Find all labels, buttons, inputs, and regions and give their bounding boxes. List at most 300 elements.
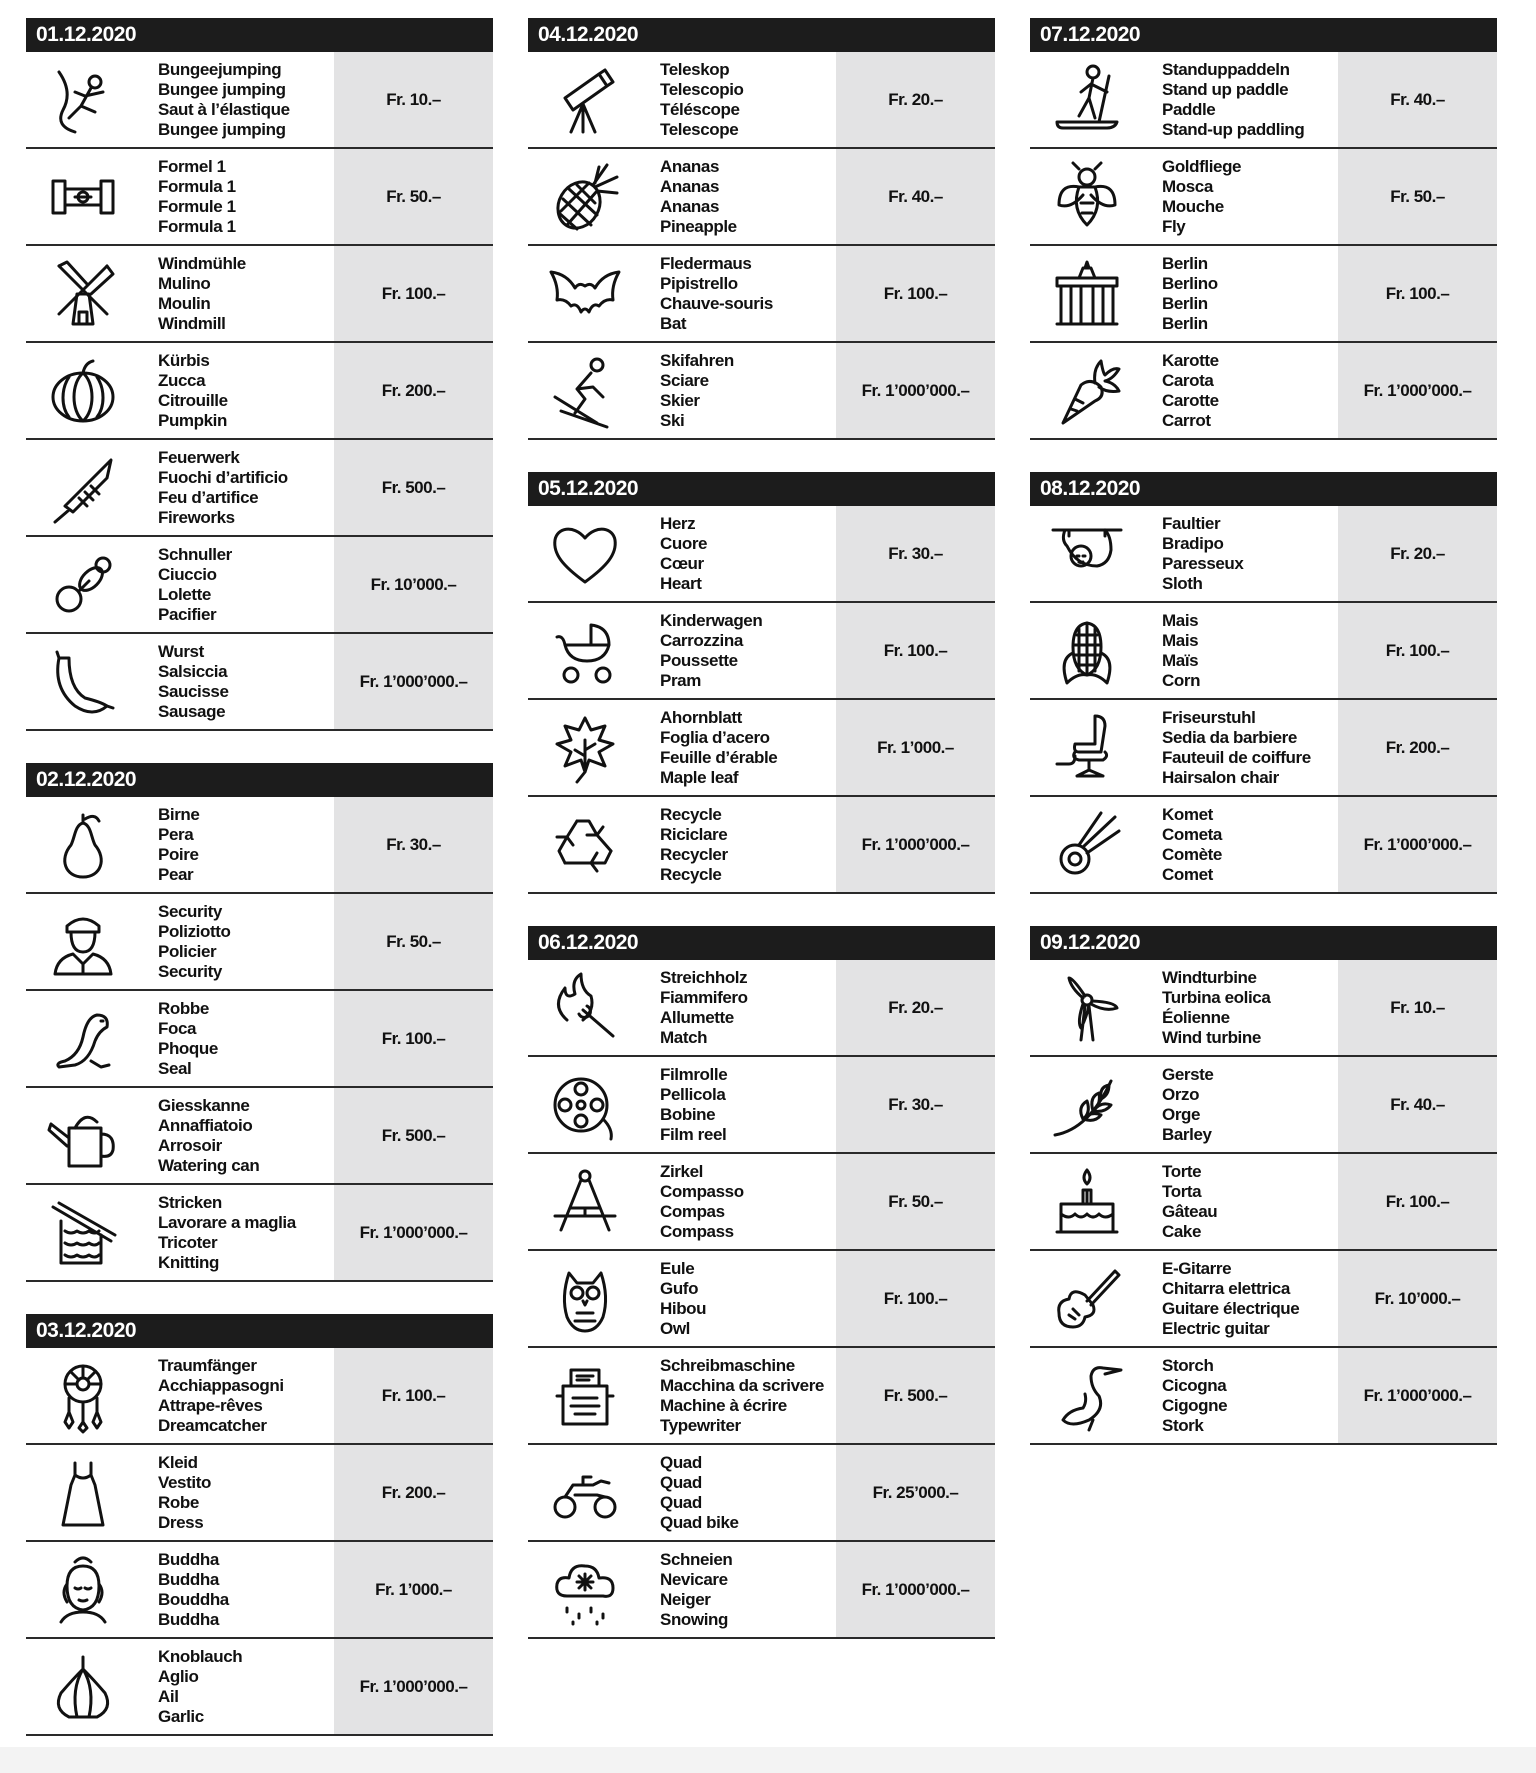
price-value: Fr. 100.– bbox=[836, 246, 995, 341]
electric-guitar-icon bbox=[1030, 1251, 1144, 1346]
name-fr: Saucisse bbox=[158, 681, 229, 701]
name-it: Cuore bbox=[660, 533, 708, 553]
prize-row bbox=[1030, 149, 1497, 246]
birthday-cake-icon bbox=[1030, 1154, 1144, 1249]
day-section bbox=[528, 926, 995, 1639]
item-names bbox=[642, 52, 836, 147]
prize-row bbox=[26, 1185, 493, 1282]
price-value: Fr. 100.– bbox=[334, 246, 493, 341]
name-en: Comet bbox=[1162, 864, 1213, 884]
price-value: Fr. 10’000.– bbox=[1338, 1251, 1497, 1346]
day-date-header: 03.12.2020 bbox=[26, 1314, 493, 1348]
name-fr: Quad bbox=[660, 1492, 702, 1512]
price-value: Fr. 100.– bbox=[334, 991, 493, 1086]
prize-row bbox=[1030, 1057, 1497, 1154]
day-section bbox=[26, 1314, 493, 1736]
name-fr: Feuille d’érable bbox=[660, 747, 778, 767]
name-de: Herz bbox=[660, 513, 696, 533]
name-fr: Robe bbox=[158, 1492, 199, 1512]
price-value: Fr. 100.– bbox=[836, 1251, 995, 1346]
name-en: Garlic bbox=[158, 1706, 204, 1726]
prize-row bbox=[26, 1348, 493, 1445]
name-en: Film reel bbox=[660, 1124, 727, 1144]
price-value: Fr. 500.– bbox=[334, 1088, 493, 1183]
dress-icon bbox=[26, 1445, 140, 1540]
item-names bbox=[642, 506, 836, 601]
prize-row bbox=[26, 537, 493, 634]
name-it: Torta bbox=[1162, 1181, 1202, 1201]
name-en: Corn bbox=[1162, 670, 1201, 690]
name-de: Torte bbox=[1162, 1161, 1202, 1181]
prize-row bbox=[528, 343, 995, 440]
name-de: Windmühle bbox=[158, 253, 246, 273]
name-it: Cometa bbox=[1162, 824, 1222, 844]
prize-row bbox=[1030, 1154, 1497, 1251]
name-en: Pram bbox=[660, 670, 701, 690]
price-value: Fr. 1’000’000.– bbox=[334, 1639, 493, 1734]
bat-icon bbox=[528, 246, 642, 341]
name-de: Knoblauch bbox=[158, 1646, 243, 1666]
name-fr: Saut à l’élastique bbox=[158, 99, 290, 119]
prize-row bbox=[528, 246, 995, 343]
day-date-header: 01.12.2020 bbox=[26, 18, 493, 52]
name-fr: Berlin bbox=[1162, 293, 1208, 313]
name-en: Watering can bbox=[158, 1155, 260, 1175]
name-it: Gufo bbox=[660, 1278, 699, 1298]
name-fr: Hibou bbox=[660, 1298, 707, 1318]
item-names bbox=[1144, 506, 1338, 601]
price-value: Fr. 20.– bbox=[836, 960, 995, 1055]
prize-row bbox=[528, 960, 995, 1057]
name-de: Recycle bbox=[660, 804, 722, 824]
name-it: Carota bbox=[1162, 370, 1214, 390]
name-it: Lavorare a maglia bbox=[158, 1212, 296, 1232]
name-fr: Compas bbox=[660, 1201, 725, 1221]
name-en: Hairsalon chair bbox=[1162, 767, 1279, 787]
day-section bbox=[1030, 926, 1497, 1445]
day-date-header: 05.12.2020 bbox=[528, 472, 995, 506]
name-fr: Comète bbox=[1162, 844, 1222, 864]
name-fr: Policier bbox=[158, 941, 217, 961]
name-en: Security bbox=[158, 961, 222, 981]
prize-row bbox=[26, 343, 493, 440]
calendar-column bbox=[26, 18, 493, 1768]
prize-row bbox=[1030, 1348, 1497, 1445]
name-de: Komet bbox=[1162, 804, 1213, 824]
name-de: Karotte bbox=[1162, 350, 1219, 370]
stork-icon bbox=[1030, 1348, 1144, 1443]
name-it: Quad bbox=[660, 1472, 702, 1492]
item-names bbox=[1144, 1251, 1338, 1346]
day-date-header: 07.12.2020 bbox=[1030, 18, 1497, 52]
item-names bbox=[642, 700, 836, 795]
price-value: Fr. 1’000’000.– bbox=[334, 1185, 493, 1280]
day-date-header: 04.12.2020 bbox=[528, 18, 995, 52]
name-fr: Ananas bbox=[660, 196, 720, 216]
name-en: Maple leaf bbox=[660, 767, 739, 787]
price-value: Fr. 100.– bbox=[334, 1348, 493, 1443]
item-names bbox=[642, 1445, 836, 1540]
name-it: Salsiccia bbox=[158, 661, 228, 681]
prize-row bbox=[26, 1639, 493, 1736]
watering-can-icon bbox=[26, 1088, 140, 1183]
name-de: Mais bbox=[1162, 610, 1199, 630]
name-fr: Mouche bbox=[1162, 196, 1224, 216]
name-it: Turbina eolica bbox=[1162, 987, 1271, 1007]
name-en: Bungee jumping bbox=[158, 119, 286, 139]
snow-cloud-icon bbox=[528, 1542, 642, 1637]
day-section bbox=[1030, 18, 1497, 440]
name-de: Faultier bbox=[1162, 513, 1221, 533]
prize-row bbox=[1030, 506, 1497, 603]
prize-row bbox=[1030, 52, 1497, 149]
price-value: Fr. 1’000’000.– bbox=[1338, 1348, 1497, 1443]
name-de: Schneien bbox=[660, 1549, 733, 1569]
name-de: Gerste bbox=[1162, 1064, 1214, 1084]
name-it: Mais bbox=[1162, 630, 1199, 650]
name-en: Pumpkin bbox=[158, 410, 227, 430]
prize-row bbox=[1030, 603, 1497, 700]
name-fr: Neiger bbox=[660, 1589, 711, 1609]
name-fr: Cigogne bbox=[1162, 1395, 1228, 1415]
prize-row bbox=[26, 797, 493, 894]
item-names bbox=[1144, 149, 1338, 244]
name-it: Foca bbox=[158, 1018, 197, 1038]
name-fr: Poussette bbox=[660, 650, 738, 670]
name-en: Telescope bbox=[660, 119, 739, 139]
name-de: Berlin bbox=[1162, 253, 1208, 273]
name-it: Nevicare bbox=[660, 1569, 728, 1589]
barley-icon bbox=[1030, 1057, 1144, 1152]
name-it: Pellicola bbox=[660, 1084, 726, 1104]
name-it: Chitarra elettrica bbox=[1162, 1278, 1290, 1298]
name-it: Macchina da scrivere bbox=[660, 1375, 824, 1395]
name-de: Birne bbox=[158, 804, 200, 824]
wind-turbine-icon bbox=[1030, 960, 1144, 1055]
sloth-icon bbox=[1030, 506, 1144, 601]
item-names bbox=[1144, 52, 1338, 147]
prize-row bbox=[26, 634, 493, 731]
item-names bbox=[1144, 1057, 1338, 1152]
match-icon bbox=[528, 960, 642, 1055]
item-names bbox=[140, 1639, 334, 1734]
name-de: Schnuller bbox=[158, 544, 232, 564]
price-value: Fr. 50.– bbox=[836, 1154, 995, 1249]
price-value: Fr. 40.– bbox=[1338, 1057, 1497, 1152]
security-guard-icon bbox=[26, 894, 140, 989]
dreamcatcher-icon bbox=[26, 1348, 140, 1443]
price-value: Fr. 10.– bbox=[1338, 960, 1497, 1055]
name-fr: Carotte bbox=[1162, 390, 1219, 410]
item-names bbox=[642, 1542, 836, 1637]
name-en: Buddha bbox=[158, 1609, 219, 1629]
name-it: Bradipo bbox=[1162, 533, 1224, 553]
maple-leaf-icon bbox=[528, 700, 642, 795]
price-value: Fr. 500.– bbox=[836, 1348, 995, 1443]
telescope-icon bbox=[528, 52, 642, 147]
price-value: Fr. 20.– bbox=[1338, 506, 1497, 601]
name-en: Formula 1 bbox=[158, 216, 236, 236]
name-de: Giesskanne bbox=[158, 1095, 250, 1115]
name-it: Telescopio bbox=[660, 79, 744, 99]
name-de: Friseurstuhl bbox=[1162, 707, 1256, 727]
prize-row bbox=[528, 797, 995, 894]
day-section bbox=[528, 18, 995, 440]
name-de: Buddha bbox=[158, 1549, 219, 1569]
prize-row bbox=[26, 1445, 493, 1542]
item-names bbox=[1144, 700, 1338, 795]
carrot-icon bbox=[1030, 343, 1144, 438]
compass-icon bbox=[528, 1154, 642, 1249]
name-en: Match bbox=[660, 1027, 708, 1047]
price-value: Fr. 25’000.– bbox=[836, 1445, 995, 1540]
name-fr: Skier bbox=[660, 390, 700, 410]
name-en: Wind turbine bbox=[1162, 1027, 1261, 1047]
name-it: Mulino bbox=[158, 273, 211, 293]
name-de: Stricken bbox=[158, 1192, 222, 1212]
name-it: Sciare bbox=[660, 370, 709, 390]
name-de: Security bbox=[158, 901, 222, 921]
fly-icon bbox=[1030, 149, 1144, 244]
name-it: Stand up paddle bbox=[1162, 79, 1289, 99]
name-it: Pera bbox=[158, 824, 194, 844]
calendar-column bbox=[1030, 18, 1497, 1477]
price-value: Fr. 40.– bbox=[1338, 52, 1497, 147]
item-names bbox=[1144, 1154, 1338, 1249]
film-reel-icon bbox=[528, 1057, 642, 1152]
price-value: Fr. 1’000’000.– bbox=[836, 1542, 995, 1637]
prize-row bbox=[1030, 246, 1497, 343]
prize-row bbox=[1030, 960, 1497, 1057]
pumpkin-icon bbox=[26, 343, 140, 438]
item-names bbox=[1144, 797, 1338, 892]
name-de: Kinderwagen bbox=[660, 610, 763, 630]
day-date-header: 06.12.2020 bbox=[528, 926, 995, 960]
name-fr: Cœur bbox=[660, 553, 704, 573]
name-de: Windturbine bbox=[1162, 967, 1257, 987]
name-en: Dreamcatcher bbox=[158, 1415, 267, 1435]
name-it: Riciclare bbox=[660, 824, 728, 844]
item-names bbox=[1144, 343, 1338, 438]
item-names bbox=[140, 1185, 334, 1280]
item-names bbox=[140, 537, 334, 632]
name-en: Windmill bbox=[158, 313, 226, 333]
name-en: Pineapple bbox=[660, 216, 737, 236]
name-it: Annaffiatoio bbox=[158, 1115, 253, 1135]
seal-icon bbox=[26, 991, 140, 1086]
name-en: Electric guitar bbox=[1162, 1318, 1270, 1338]
name-it: Mosca bbox=[1162, 176, 1213, 196]
name-en: Ski bbox=[660, 410, 685, 430]
name-fr: Maïs bbox=[1162, 650, 1199, 670]
name-fr: Chauve-souris bbox=[660, 293, 773, 313]
name-fr: Éolienne bbox=[1162, 1007, 1230, 1027]
price-value: Fr. 200.– bbox=[1338, 700, 1497, 795]
name-fr: Phoque bbox=[158, 1038, 218, 1058]
windmill-icon bbox=[26, 246, 140, 341]
price-value: Fr. 1’000’000.– bbox=[836, 343, 995, 438]
name-it: Cicogna bbox=[1162, 1375, 1227, 1395]
price-value: Fr. 100.– bbox=[1338, 246, 1497, 341]
name-fr: Feu d’artifice bbox=[158, 487, 259, 507]
day-section bbox=[1030, 472, 1497, 894]
price-value: Fr. 1’000’000.– bbox=[1338, 797, 1497, 892]
price-value: Fr. 1’000’000.– bbox=[334, 634, 493, 729]
prize-row bbox=[1030, 1251, 1497, 1348]
knitting-icon bbox=[26, 1185, 140, 1280]
name-en: Berlin bbox=[1162, 313, 1208, 333]
name-en: Sloth bbox=[1162, 573, 1203, 593]
item-names bbox=[140, 1542, 334, 1637]
name-de: Teleskop bbox=[660, 59, 730, 79]
name-de: E-Gitarre bbox=[1162, 1258, 1232, 1278]
name-fr: Poire bbox=[158, 844, 199, 864]
item-names bbox=[140, 52, 334, 147]
name-fr: Moulin bbox=[158, 293, 211, 313]
quad-bike-icon bbox=[528, 1445, 642, 1540]
name-de: Goldfliege bbox=[1162, 156, 1242, 176]
price-value: Fr. 1’000’000.– bbox=[836, 797, 995, 892]
prize-row bbox=[528, 1348, 995, 1445]
name-fr: Paresseux bbox=[1162, 553, 1244, 573]
item-names bbox=[140, 246, 334, 341]
buddha-icon bbox=[26, 1542, 140, 1637]
name-de: Storch bbox=[1162, 1355, 1214, 1375]
name-fr: Formule 1 bbox=[158, 196, 236, 216]
item-names bbox=[140, 149, 334, 244]
price-value: Fr. 40.– bbox=[836, 149, 995, 244]
name-de: Eule bbox=[660, 1258, 695, 1278]
name-it: Sedia da barbiere bbox=[1162, 727, 1297, 747]
formula-car-icon bbox=[26, 149, 140, 244]
name-en: Typewriter bbox=[660, 1415, 741, 1435]
name-en: Heart bbox=[660, 573, 702, 593]
item-names bbox=[140, 991, 334, 1086]
name-de: Formel 1 bbox=[158, 156, 226, 176]
price-value: Fr. 50.– bbox=[1338, 149, 1497, 244]
name-it: Carrozzina bbox=[660, 630, 743, 650]
name-de: Wurst bbox=[158, 641, 204, 661]
price-value: Fr. 10’000.– bbox=[334, 537, 493, 632]
name-en: Owl bbox=[660, 1318, 690, 1338]
item-names bbox=[140, 1348, 334, 1443]
name-fr: Gâteau bbox=[1162, 1201, 1218, 1221]
name-de: Bungeejumping bbox=[158, 59, 282, 79]
garlic-icon bbox=[26, 1639, 140, 1734]
name-en: Cake bbox=[1162, 1221, 1202, 1241]
name-en: Carrot bbox=[1162, 410, 1211, 430]
bungee-icon bbox=[26, 52, 140, 147]
price-value: Fr. 30.– bbox=[836, 506, 995, 601]
skier-icon bbox=[528, 343, 642, 438]
name-de: Zirkel bbox=[660, 1161, 703, 1181]
name-it: Poliziotto bbox=[158, 921, 231, 941]
name-en: Knitting bbox=[158, 1252, 219, 1272]
price-value: Fr. 1’000.– bbox=[836, 700, 995, 795]
name-fr: Guitare électrique bbox=[1162, 1298, 1300, 1318]
name-fr: Fauteuil de coiffure bbox=[1162, 747, 1311, 767]
name-en: Seal bbox=[158, 1058, 192, 1078]
name-en: Stork bbox=[1162, 1415, 1204, 1435]
name-en: Pear bbox=[158, 864, 194, 884]
name-it: Bungee jumping bbox=[158, 79, 286, 99]
item-names bbox=[642, 1057, 836, 1152]
prize-row bbox=[1030, 343, 1497, 440]
name-fr: Citrouille bbox=[158, 390, 228, 410]
name-it: Ananas bbox=[660, 176, 720, 196]
name-de: Standuppaddeln bbox=[1162, 59, 1290, 79]
name-en: Fly bbox=[1162, 216, 1186, 236]
name-it: Formula 1 bbox=[158, 176, 236, 196]
name-fr: Tricoter bbox=[158, 1232, 218, 1252]
day-date-header: 02.12.2020 bbox=[26, 763, 493, 797]
item-names bbox=[140, 894, 334, 989]
name-en: Snowing bbox=[660, 1609, 729, 1629]
price-value: Fr. 500.– bbox=[334, 440, 493, 535]
price-value: Fr. 1’000.– bbox=[334, 1542, 493, 1637]
name-it: Berlino bbox=[1162, 273, 1218, 293]
price-value: Fr. 1’000’000.– bbox=[1338, 343, 1497, 438]
name-de: Quad bbox=[660, 1452, 702, 1472]
name-de: Schreibmaschine bbox=[660, 1355, 795, 1375]
item-names bbox=[1144, 603, 1338, 698]
name-de: Filmrolle bbox=[660, 1064, 728, 1084]
price-value: Fr. 100.– bbox=[1338, 603, 1497, 698]
day-section bbox=[26, 763, 493, 1282]
prize-row bbox=[528, 52, 995, 149]
prize-row bbox=[528, 700, 995, 797]
day-date-header: 09.12.2020 bbox=[1030, 926, 1497, 960]
item-names bbox=[140, 440, 334, 535]
item-names bbox=[642, 1348, 836, 1443]
name-fr: Ail bbox=[158, 1686, 179, 1706]
corn-icon bbox=[1030, 603, 1144, 698]
prize-row bbox=[26, 1542, 493, 1639]
name-en: Compass bbox=[660, 1221, 734, 1241]
item-names bbox=[642, 603, 836, 698]
name-it: Compasso bbox=[660, 1181, 744, 1201]
name-it: Acchiappasogni bbox=[158, 1375, 284, 1395]
name-fr: Paddle bbox=[1162, 99, 1216, 119]
stand-up-paddle-icon bbox=[1030, 52, 1144, 147]
page-bottom-strip bbox=[0, 1747, 1536, 1773]
item-names bbox=[642, 246, 836, 341]
name-de: Ananas bbox=[660, 156, 720, 176]
item-names bbox=[642, 343, 836, 438]
prize-row bbox=[528, 1057, 995, 1154]
typewriter-icon bbox=[528, 1348, 642, 1443]
pineapple-icon bbox=[528, 149, 642, 244]
item-names bbox=[140, 343, 334, 438]
item-names bbox=[642, 1154, 836, 1249]
name-fr: Machine à écrire bbox=[660, 1395, 787, 1415]
price-value: Fr. 30.– bbox=[836, 1057, 995, 1152]
calendar-column bbox=[528, 18, 995, 1671]
prize-row bbox=[26, 149, 493, 246]
name-it: Buddha bbox=[158, 1569, 219, 1589]
pacifier-icon bbox=[26, 537, 140, 632]
name-en: Recycle bbox=[660, 864, 722, 884]
item-names bbox=[1144, 960, 1338, 1055]
prize-row bbox=[1030, 797, 1497, 894]
pear-icon bbox=[26, 797, 140, 892]
price-value: Fr. 200.– bbox=[334, 343, 493, 438]
name-it: Zucca bbox=[158, 370, 206, 390]
price-value: Fr. 50.– bbox=[334, 149, 493, 244]
name-de: Fledermaus bbox=[660, 253, 752, 273]
prize-row bbox=[528, 1154, 995, 1251]
name-fr: Recycler bbox=[660, 844, 728, 864]
